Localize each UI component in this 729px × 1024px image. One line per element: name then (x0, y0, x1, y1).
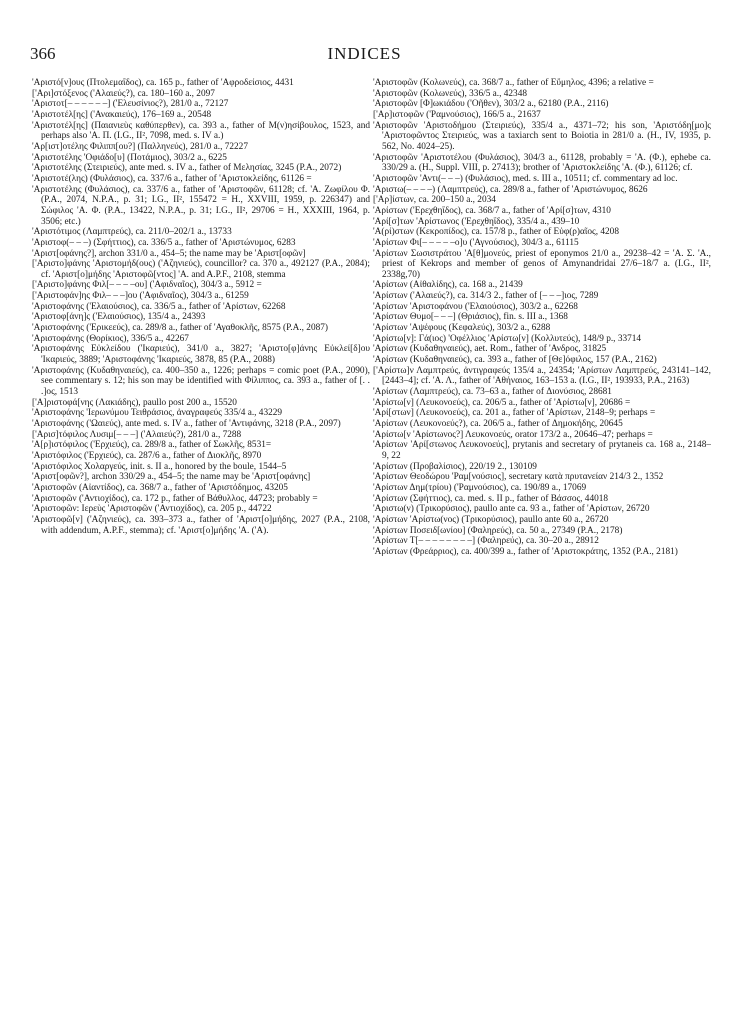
index-entry: 'Αρίστων (Κυδαθηναιεύς), ca. 393 a., father of [Θε]όφιλος, 157 (P.A., 2162) (373, 355, 657, 366)
index-entry: 'Αρίστων ('Ερεχθηΐδος), ca. 368/7 a., father of 'Αρί[σ]των, 4310 (373, 205, 611, 216)
index-entry: 'Αρίστων 'Αριστοφάνου ('Ελαιούσιος), 303/2 a., 62268 (373, 301, 578, 312)
index-entry: 'Αριστοφῶν (Κολωνεύς), 336/5 a., 42348 (373, 88, 528, 99)
index-entry: 'Αριστοφάνης ('Ωαιεύς), ante med. s. IV a., father of 'Αντιφάνης, 3218 (P.A., 2097) (32, 419, 341, 429)
index-entry: 'Αριστοφῶν: Ιερεὺς 'Αριστοφῶν ('Αντιοχίδος), ca. 205 p., 44722 (32, 504, 272, 515)
index-entry: 'Αριστοφάνης ('Ερικεεύς), ca. 289/8 a., father of 'Αγαθοκλῆς, 8575 (P.A., 2087) (32, 323, 328, 334)
index-entry: 'Αριστοτ[– – – – – –] ('Ελευσίνιος?), 281/0 a., 72127 (32, 99, 229, 110)
index-entry: 'Αρίστων (Λαμπτρεύς), ca. 73–63 a., father of Διονύσιος, 28681 (373, 387, 612, 398)
index-entry: 'Αρίστων Σωσιστράτου 'Α[θ]μονεύς, priest of eponymos 21/0 a., 29238–42 = 'Α. Σ. 'Α., priest of Kekrops and member of genos of Amynandridai 27/6–18/7 a. (I.G., II², 2338g,70) (373, 248, 711, 280)
index-entry: ['Αρίστω]ν Λαμπτρεύς, ἀντιγραφεύς 135/4 a., 24354; 'Αρίστων Λαμπτρεύς, 243141–142, [2443–4]; cf. 'Α. Λ., father of 'Αθήναιος, 163–153 a. (I.G., II², 193933, P.A., 2163) (373, 365, 711, 387)
index-entry: ['Αριστο]φάνης 'Αριστομήδ(ους) ('Αζηνιεύς), councillor? ca. 370 a., 492127 (P.A., 2084); cf. 'Αριστ[ο]μήδης 'Αριστοφῶ[ντος] 'Α. and A.P.F., 2108, stemma (32, 259, 370, 280)
index-entry: 'Αριστοφάνης 'Ιερωνύμου Τειθράσιος, ἀναγραφεύς 335/4 a., 43229 (32, 408, 283, 419)
page-title: INDICES (327, 44, 402, 63)
index-entry: 'Αρίστων Τ[– – – – – – – –] (Φαληρεύς), ca. 30–20 a., 28912 (373, 536, 599, 547)
index-entry: 'Αρίστων (Φρεάρριος), ca. 400/399 a., father of 'Αριστοκράτης, 1352 (P.A., 2181) (373, 546, 678, 557)
index-entry: 'Αριστοτέλ[ης] ('Ανακαιεύς), 176–169 a., 20548 (32, 109, 212, 120)
index-entry: 'Αριστοτέλης (Φυλάσιος), ca. 337/6 a., father of 'Αριστοφῶν, 61128; cf. 'Α. Ζωφίλου Φ. (P.A., 2074, N.P.A., p. 31; I.G., II², 155472 = H., XXVIII, 1959, p. 226347) and Σώφιλος 'Α. Φ. (P.A., 13422, N.P.A., p. 31; I.G., II², 29706 = H., XXXIII, 1964, p. 3506; etc.) (32, 184, 370, 227)
index-entry: 'Αριστοφάνης (Θορίκιος), 336/5 a., 42267 (32, 333, 189, 344)
index-entry: 'Αριστό[ν]ους (Πτολεμαΐδος), ca. 165 p., father of 'Αφροδείσιος, 4431 (32, 78, 294, 88)
index-entry: 'Αριστοτέλης (Στειριεύς), ante med. s. IV a., father of Μελησίας, 3245 (P.A., 2072) (32, 163, 342, 174)
index-entry: 'Αριστ[οφάνης?], archon 331/0 a., 454–5; the name may be 'Αριστ[οφῶν] (32, 248, 306, 259)
index-entry: 'Αρίστων Φι[– – – – –ο]υ ('Αγνούσιος), 304/3 a., 61115 (373, 237, 579, 248)
index-entry: 'Αριστω(ν) (Τρικορύσιος), paullo ante ca. 93 a., father of 'Αρίστων, 26720 (373, 504, 650, 515)
index-entry: ['Αρισ]τόφιλος Λυσιμ[– – –] ('Αλαιεύς?), 281/0 a., 7288 (32, 429, 242, 440)
index-entry: 'Αριστοτέλ[ης] (Παιανιεὺς καθύπερθεν), ca. 393 a., father of Μ(ν)ησίβουλος, 1523, and perhaps also 'Α. Π. (I.G., II², 7098, med. s. IV a.) (32, 120, 370, 142)
index-entry: ['Αρι]στόξενος ('Αλαιεύς?), ca. 180–160 a., 2097 (32, 88, 215, 99)
page-number: 366 (30, 44, 56, 63)
index-entry: 'Α(ρί)στων (Κεκροπίδος), ca. 157/8 p., father of Εὐφ(ρ)αῖος, 4208 (373, 227, 619, 238)
index-entry: 'Αριστοτέ(λης) (Φυλάσιος), ca. 337/6 a., father of 'Αριστοκλείδης, 61126 = (32, 173, 312, 184)
index-entry: 'Αρίστω[ν 'Αρίστωνος?] Λευκονοεύς, orator 173/2 a., 20646–47; perhaps = (373, 429, 653, 440)
index-entry: 'Αριστοφάνης Εὐκλείδου ('Ικαριεύς), 341/0 a., 3827; 'Αριστο[φ]άνης Εὐκλεί[δ]ου 'Ικαριεύς, 3889; 'Αριστοφάνης 'Ικαριεύς, 3878, 85 (P.A., 2088) (32, 344, 370, 366)
index-entry: 'Αριστοφάνης ('Ελαιούσιος), ca. 336/5 a., father of 'Αρίστων, 62268 (32, 301, 286, 312)
index-entry: 'Αρίστων Δημ(τρίου) ('Ραμνούσιος), ca. 190/89 a., 17069 (373, 482, 587, 493)
index-entry: 'Αρίστων (Λευκονοεύς?), ca. 206/5 a., father of Δημοκήδης, 20645 (373, 419, 623, 429)
index-entry: 'Αρίστων 'Αρί[στωνος Λευκονοεύς], prytanis and secretary of prytaneis ca. 168 a., 2148–9, 22 (373, 440, 711, 461)
index-entry: ['Αριστο]φάνης Φιλ[– – – –ου] ('Αφιδναῖος), 304/3 a., 5912 = (32, 280, 262, 291)
index-entry: 'Αριστόφιλος ('Ερχιεύς), ca. 287/6 a., father of Διοκλῆς, 8970 (32, 450, 262, 461)
index-entry: 'Αριστοτέλης 'Οφιάδο[υ] (Ποτάμιος), 303/2 a., 6225 (32, 152, 227, 163)
index-column-right (373, 78, 711, 1008)
index-entry: ['Αρ]ίστων, ca. 200–150 a., 2034 (373, 195, 496, 206)
index-entry: 'Αριστοφῶν (Κολωνεύς), ca. 368/7 a., father of Εὔμηλος, 4396; a relative = (373, 78, 654, 88)
index-entry: 'Αρίστων (Αἰθαλίδης), ca. 168 a., 21439 (373, 280, 523, 291)
index-entry: 'Αρί[σ]των 'Αρίστωνος ('Ερεχθηΐδος), 335/4 a., 439–10 (373, 216, 580, 227)
index-entry: 'Αρίστων (Σφήττιος), ca. med. s. II p., father of Βάσσος, 44018 (373, 493, 609, 504)
index-entry: 'Αριστοφῶ[ν] ('Αζηνιεύς), ca. 393–373 a., father of 'Αριστ[ο]μήδης, 2027 (P.A., 2108, with addendum, A.P.F., stemma); cf. 'Αριστ[ο]μήδης 'Α. ('Α). (32, 514, 370, 536)
index-entry: 'Αρίστων Ποσειδ[ωνίου] (Φαληρεύς), ca. 50 a., 27349 (P.A., 2178) (373, 525, 623, 536)
index-entry: 'Αρ[ιστ]οτέλης Φιλιππ[ου?] (Παλληνεύς), 281/0 a., 72227 (32, 141, 248, 152)
index-entry: 'Αριστότιμος (Λαμπτρεύς), ca. 211/0–202/1 a., 13733 (32, 227, 232, 238)
index-entry: ['Α]ριστοφά[νης (Λακιάδης), paullo post 200 a., 15520 (32, 397, 237, 408)
index-entry: 'Αρίστων Θυμο[– – –] (Θριάσιος), fin. s. III a., 1368 (373, 312, 568, 323)
index-entry: ['Αριστοφάν]ης Φιλ– – –]ου ('Αφιδναῖος), 304/3 a., 61259 (32, 291, 249, 302)
index-entry: 'Αρίστων (Κυδαθηναιεύς), aet. Rom., father of 'Ανδρος, 31825 (373, 344, 607, 355)
index-column-left (32, 78, 370, 1008)
index-entry: 'Αριστοφῶν 'Αριστοδήμου (Στειριεύς), 335/4 a., 4371–72; his son, 'Αριστόδη[μο]ς 'Αριστοφῶντος Στειριεύς, was a taxiarch sent to Boiotia in 281/0 a. (H., IV, 1935, p. 562, No. 4024–25). (373, 120, 711, 152)
index-entry: 'Αριστοφῶν 'Αντι(– – –) (Φυλάσιος), med. s. III a., 10511; cf. commentary ad loc. (373, 173, 678, 184)
index-entry: 'Αριστοφῶν ('Αντιοχίδος), ca. 172 p., father of Βάθυλλος, 44723; probably = (32, 493, 318, 504)
index-entry: 'Αριστω(– – – –) (Λαμπτρεύς), ca. 289/8 a., father of 'Αριστώνυμος, 8626 (373, 184, 648, 195)
index-entry: 'Αριστοφῶν (Αἰαντίδος), ca. 368/7 a., father of 'Αριστόδημος, 43205 (32, 482, 288, 493)
index-entry: 'Αρίστων (Προβαλίσιος), 220/19 2., 130109 (373, 461, 537, 472)
index-entry: 'Αριστοφῶν [Φ]ωκιάδου ('Οῆθεν), 303/2 a., 62180 (P.A., 2116) (373, 99, 609, 110)
index-entry: 'Αριστοφ[άνη]ς ('Ελαιούσιος), 135/4 a., 24393 (32, 312, 206, 323)
index-entry: 'Αρίστων Θεοδώρου 'Ραμ[νούσιος], secretary κατὰ πρυτανείαν 214/3 2., 1352 (373, 472, 664, 483)
index-entry: 'Αρί[στων] (Λευκονοεύς), ca. 201 a., father of 'Αρίστων, 2148–9; perhaps = (373, 408, 656, 419)
index-entry: 'Αριστόφιλος Χολαργεύς, init. s. II a., honored by the boule, 1544–5 (32, 461, 287, 472)
index-entry: 'Αρίστω[ν]: Γά(ιος) 'Οφέλλιος 'Αρίστω[ν] (Κολλυτεύς), 148/9 p., 33714 (373, 333, 642, 344)
index-entry: ['Αρ]ιστοφῶν ('Ραμνούσιος), 166/5 a., 21637 (373, 109, 541, 120)
index-entry: 'Αρίστων 'Αψέφους (Κεφαλεύς), 303/2 a., 6288 (373, 323, 551, 334)
index-entry: 'Αρίστω[ν] (Λευκονοεύς), ca. 206/5 a., father of 'Αρίστω[ν], 20686 = (373, 397, 631, 408)
index-entry: 'Αριστοφ(– – –) (Σφήττιος), ca. 336/5 a., father of 'Αριστώνυμος, 6283 (32, 237, 296, 248)
index-entry: 'Αρίστων 'Αρίστω(νος) (Τρικορύσιος), paullo ante 60 a., 26720 (373, 514, 609, 525)
index-entry: 'Αριστ[οφῶν?], archon 330/29 a., 454–5; the name may be 'Αριστ[οφάνης] (32, 472, 311, 483)
index-entry: 'Α[ρ]ιστόφιλος ('Ερχιεύς), ca. 289/8 a., father of Σωκλῆς, 8531= (32, 440, 272, 451)
index-entry: 'Αριστοφῶν 'Αριστοτέλου (Φυλάσιος), 304/3 a., 61128, probably = 'Α. (Φ.), ephebe ca. 330/29 a. (H., Suppl. VIII, p. 27413); brother of 'Αριστοκλείδης 'Α. (Φ.), 61126; cf. (373, 152, 711, 174)
index-entry: 'Αρίστων ('Αλαιεύς?), ca. 314/3 2., father of [– – –]ιος, 7289 (373, 291, 599, 302)
index-entry: 'Αριστοφάνης (Κυδαθηναιεύς), ca. 400–350 a., 1226; perhaps = comic poet (P.A., 2090), see commentary s. 12; his son may be identified with Φίλιππος, ca. 393 a., father of [. . .]ος, 1513 (32, 365, 370, 398)
